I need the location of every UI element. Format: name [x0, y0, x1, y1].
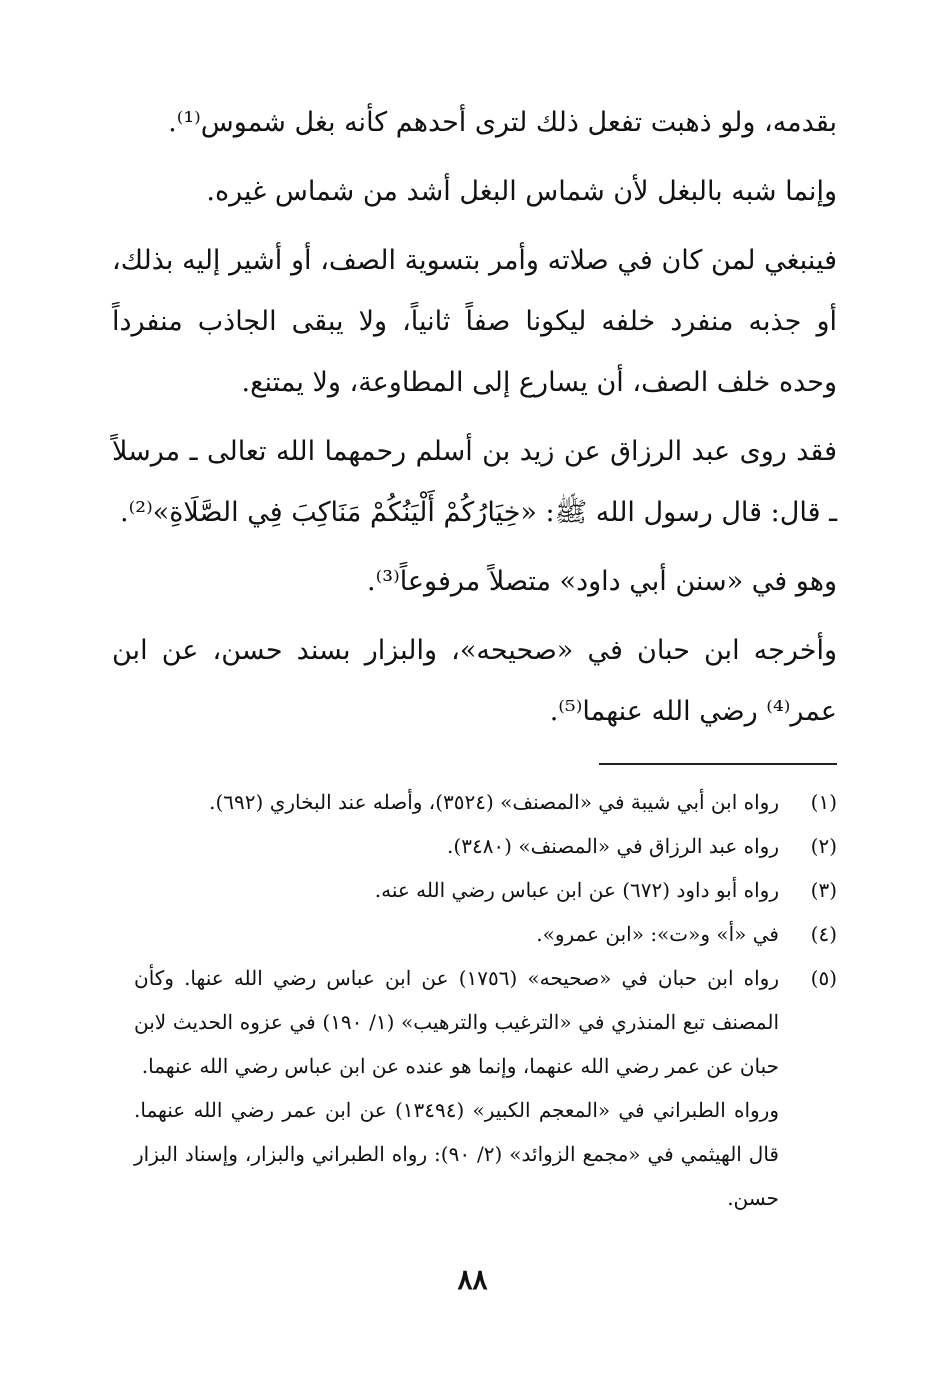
footnote-divider	[599, 763, 837, 765]
footnotes	[112, 780, 837, 1220]
footnote-body	[112, 780, 779, 824]
footnote	[112, 824, 837, 868]
footnote-body	[112, 824, 779, 868]
footnote-body	[112, 956, 779, 1220]
footnote-text: رواه ابن حبان في «صحيحه» (١٧٥٦) عن ابن عباس رضي الله عنها. وكأن المصنف تبع المنذري في «الترغيب والترهيب» (١/ ١٩٠) في عزوه الحديث لابن حبان عن عمر رضي الله عنهما، وإنما هو عنده عن ابن عباس رضي الله عنهما.	[134, 966, 779, 1078]
footnote	[112, 868, 837, 912]
footnote-number: (٣)	[810, 878, 837, 902]
main-text	[112, 92, 837, 750]
footnote	[112, 912, 837, 956]
footnote	[112, 780, 837, 824]
paragraph: فقد روى عبد الرزاق عن زيد بن أسلم رحمهما الله تعالى ـ مرسلاً ـ قال: قال رسول الله ﷺ: «خِيَارُكُمْ أَلْيَنُكُمْ مَنَاكِبَ فِي الصَّلَاةِ»⁽²⁾.	[112, 436, 837, 528]
paragraph: فينبغي لمن كان في صلاته وأمر بتسوية الصف، أو أشير إليه بذلك، أو جذبه منفرد خلفه ليكونا صفاً ثانياً، ولا يبقى الجاذب منفرداً وحده خلف الصف، أن يسارع إلى المطاوعة، ولا يمتنع.	[112, 245, 837, 398]
footnote-text: رواه أبو داود (٦٧٢) عن ابن عباس رضي الله عنه.	[374, 878, 779, 902]
footnote-text: رواه عبد الرزاق في «المصنف» (٣٤٨٠).	[447, 834, 779, 858]
page-number: ٨٨	[457, 1263, 488, 1296]
paragraph: وإنما شبه بالبغل لأن شماس البغل أشد من شماس غيره.	[206, 176, 837, 207]
footnote-number: (٤)	[810, 922, 837, 946]
footnote-body	[112, 868, 779, 912]
footnote	[112, 956, 837, 1220]
footnote-text: في «أ» و«ت»: «ابن عمرو».	[536, 922, 779, 946]
footnote-number: (٢)	[810, 834, 837, 858]
footnote-number: (١)	[810, 790, 837, 814]
paragraph: وأخرجه ابن حبان في «صحيحه»، والبزار بسند حسن، عن ابن عمر⁽⁴⁾ رضي الله عنهما⁽⁵⁾.	[112, 635, 837, 727]
paragraph: بقدمه، ولو ذهبت تفعل ذلك لترى أحدهم كأنه بغل شموس⁽¹⁾.	[168, 107, 837, 138]
footnote-text: رواه ابن أبي شيبة في «المصنف» (٣٥٢٤)، وأصله عند البخاري (٦٩٢).	[209, 790, 779, 814]
footnote-text: ورواه الطبراني في «المعجم الكبير» (١٣٤٩٤) عن ابن عمر رضي الله عنهما. قال الهيثمي في «مجمع الزوائد» (٢/ ٩٠): رواه الطبراني والبزار، وإسناد البزار حسن.	[134, 1098, 780, 1210]
footnote-number: (٥)	[810, 966, 837, 990]
paragraph: وهو في «سنن أبي داود» متصلاً مرفوعاً⁽³⁾.	[367, 566, 837, 597]
footnote-body	[112, 912, 779, 956]
